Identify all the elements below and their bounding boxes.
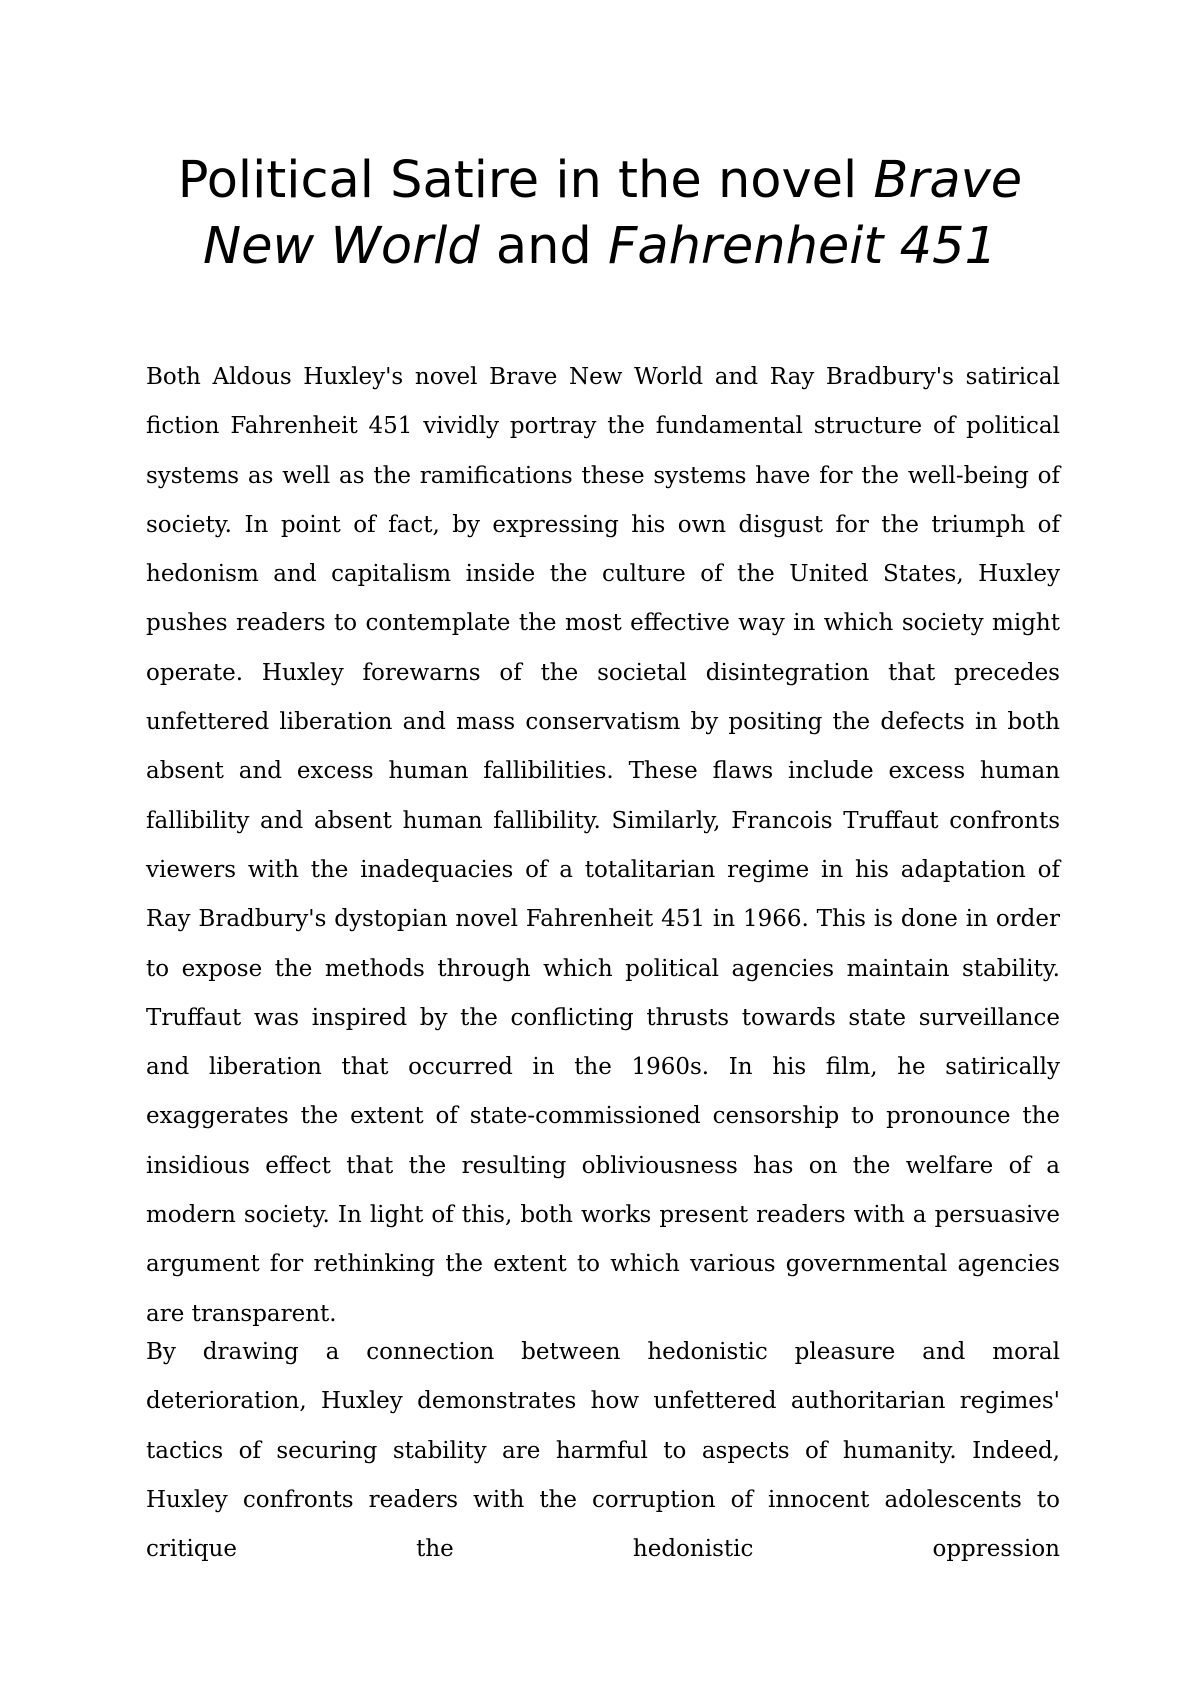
title-line2-text: and — [479, 217, 608, 276]
body-paragraph-2: By drawing a connection between hedonistic pleasure and moral deterioration, Huxley demonstrates how unfettered authoritarian regimes' tactics of securing stability are harmful to aspects of humanity. Indeed, Huxley confronts readers with the corruption of innocent adolescents to critique the hedonistic oppression — [146, 1339, 1060, 1563]
title-line1-italic: Brave — [873, 151, 1023, 210]
document-title — [100, 148, 1100, 280]
title-line1-text: Political Satire in the novel — [177, 151, 874, 210]
title-line2-italic-end: Fahrenheit 451 — [607, 217, 997, 276]
body-paragraph-1: Both Aldous Huxley's novel Brave New World and Ray Bradbury's satirical fiction Fahrenheit 451 vividly portray the fundamental structure of political systems as well as the ramifications these systems have for the well-being of society. In point of fact, by expressing his own disgust for the triumph of hedonism and capitalism inside the culture of the United States, Huxley pushes readers to contemplate the most effective way in which society might operate. Huxley forewarns of the societal disintegration that precedes unfettered liberation and mass conservatism by positing the defects in both absent and excess human fallibilities. These flaws include excess human fallibility and absent human fallibility. Similarly, Francois Truffaut confronts viewers with the inadequacies of a totalitarian regime in his adaptation of Ray Bradbury's dystopian novel Fahrenheit 451 in 1966. This is done in order to expose the methods through which political agencies maintain stability. Truffaut was inspired by the conflicting thrusts towards state surveillance and liberation that occurred in the 1960s. In his film, he satirically exaggerates the extent of state-commissioned censorship to pronounce the insidious effect that the resulting obliviousness has on the welfare of a modern society. In light of this, both works present readers with a persuasive argument for rethinking the extent to which various governmental agencies are transparent. — [146, 364, 1060, 1327]
title-line2-italic: New World — [203, 217, 480, 276]
